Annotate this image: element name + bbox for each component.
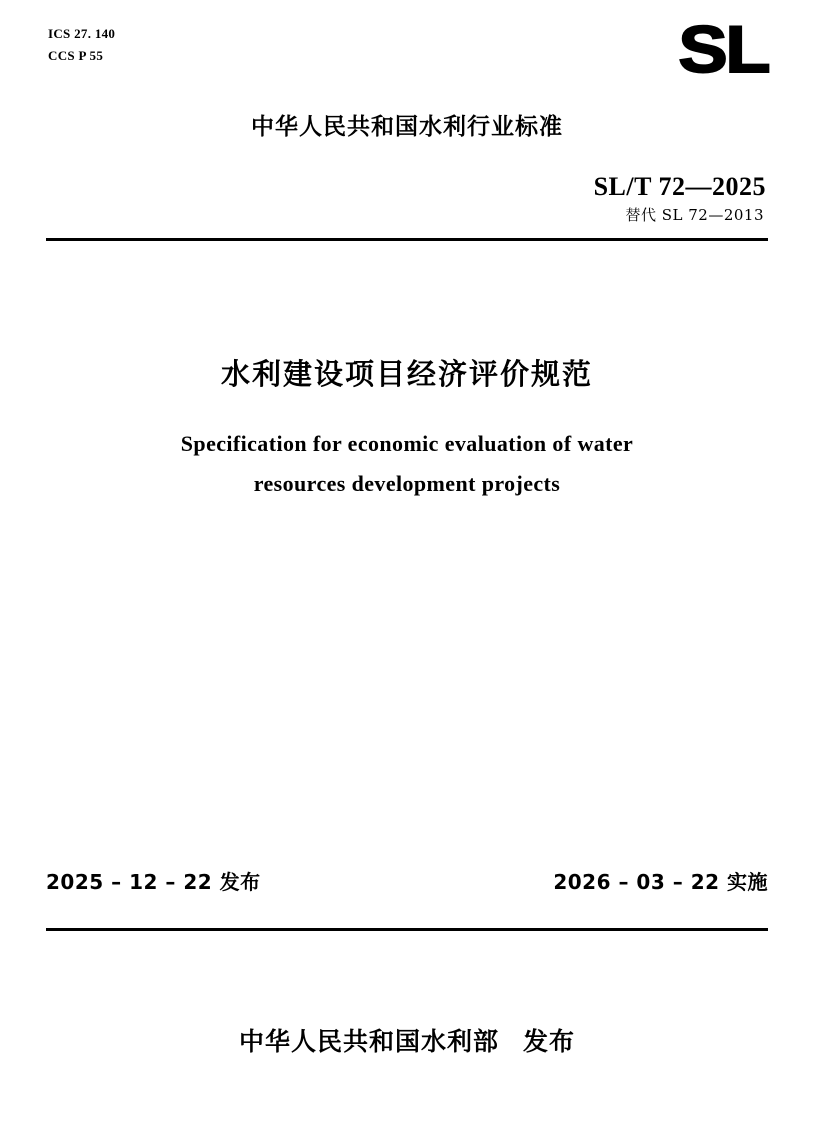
document-title-chinese: 水利建设项目经济评价规范 xyxy=(220,357,593,391)
publisher-action: 发布 xyxy=(523,1027,576,1056)
classification-codes xyxy=(48,23,115,67)
publisher-name: 中华人民共和国水利部 xyxy=(238,1027,499,1056)
replaces-note: 替代 SL 72—2013 xyxy=(625,206,764,224)
ics-code: ICS 27. 140 xyxy=(48,26,116,41)
publisher-line xyxy=(46,1022,768,1058)
document-title-english-line2: resources development projects xyxy=(253,471,561,496)
standard-number: SL/T 72—2025 xyxy=(593,172,766,201)
sl-logo: SL xyxy=(678,12,768,86)
divider-top xyxy=(46,238,768,241)
cover-content xyxy=(46,0,768,1122)
document-title-english-line1: Specification for economic evaluation of water xyxy=(180,431,634,456)
cover-header xyxy=(46,12,768,100)
document-title-english xyxy=(46,424,768,504)
authority-title: 中华人民共和国水利行业标准 xyxy=(251,114,563,140)
issue-date: 2025 – 12 – 22 发布 xyxy=(46,870,261,894)
effective-date: 2026 – 03 – 22 实施 xyxy=(553,870,768,894)
divider-bottom xyxy=(46,928,768,931)
ccs-code: CCS P 55 xyxy=(48,48,104,63)
date-row xyxy=(46,866,768,895)
